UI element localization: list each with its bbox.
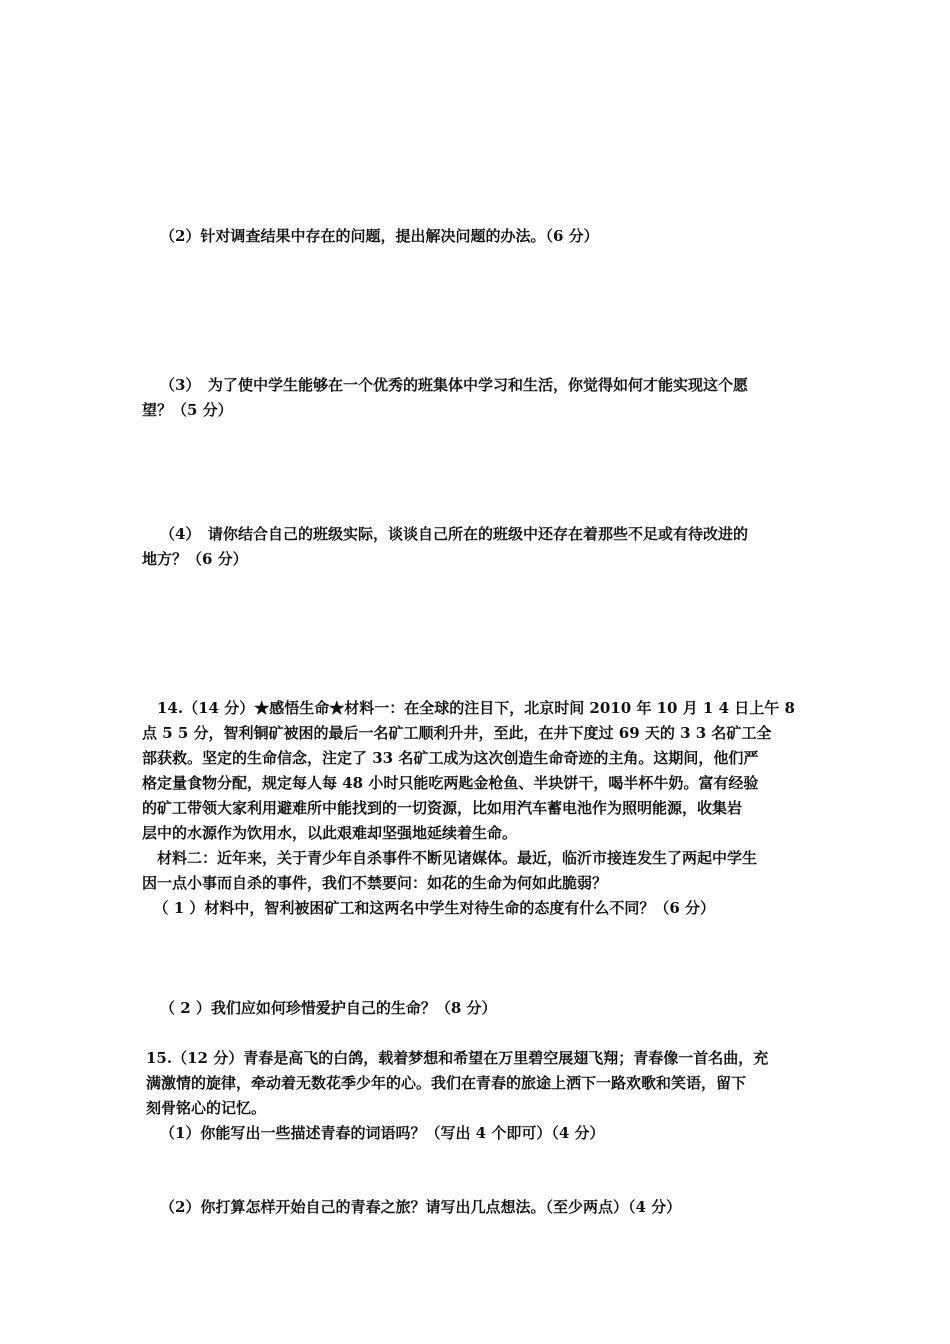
- q13-sub4-line2: 地方？（6 分）: [142, 550, 248, 568]
- q14-m1-line6: 层中的水源作为饮用水，以此艰难却坚强地延续着生命。: [142, 824, 518, 842]
- q15-sub1: （1）你能写出一些描述青春的词语吗？（写出 4 个即可）（4 分）: [160, 1124, 605, 1142]
- q14-m2-line2: 因一点小事而自杀的事件，我们不禁要问：如花的生命为何如此脆弱？: [142, 874, 608, 892]
- q15-stem-line2: 满激情的旋律，牵动着无数花季少年的心。我们在青春的旅途上洒下一路欢歌和笑语，留下: [146, 1074, 747, 1092]
- q15-stem: [146, 1046, 818, 1121]
- q13-sub4: [142, 522, 814, 572]
- q14-m1-line1: 14.（14 分）★感悟生命★材料一：在全球的注目下，北京时间 2010 年 10 月 1 4 日上午 8: [142, 699, 795, 717]
- q14-m1-line5: 的矿工带领大家利用避难所中能找到的一切资源，比如用汽车蓄电池作为照明能源，收集岩: [142, 799, 743, 817]
- q14-material1: [142, 696, 814, 846]
- q13-sub4-line1: （4） 请你结合自己的班级实际，谈谈自己所在的班级中还存在着那些不足或有待改进的: [160, 525, 748, 543]
- q14-m1-line4: 格定量食物分配，规定每人每 48 小时只能吃两匙金枪鱼、半块饼干，喝半杯牛奶。富有经验: [142, 774, 759, 792]
- q14-material2: [142, 846, 814, 896]
- q13-sub3: [142, 373, 814, 423]
- q15-stem-line3: 刻骨铭心的记忆。: [146, 1099, 267, 1117]
- q15-stem-line1: 15.（12 分）青春是高飞的白鸽，载着梦想和希望在万里碧空展翅飞翔；青春像一首名曲，充: [146, 1049, 769, 1067]
- q13-sub3-line1: （3） 为了使中学生能够在一个优秀的班集体中学习和生活，你觉得如何才能实现这个愿: [160, 376, 748, 394]
- q14-sub2: （ 2 ）我们应如何珍惜爱护自己的生命？（8 分）: [160, 999, 497, 1017]
- q14-m1-line3: 部获救。坚定的生命信念，注定了 33 名矿工成为这次创造生命奇迹的主角。这期间，他们严: [142, 749, 759, 767]
- q15-sub2: （2）你打算怎样开始自己的青春之旅？请写出几点想法。（至少两点）（4 分）: [160, 1198, 682, 1216]
- q13-sub2: （2）针对调查结果中存在的问题，提出解决问题的办法。（6 分）: [160, 227, 599, 245]
- q14-m1-line2: 点 5 5 分，智利铜矿被困的最后一名矿工顺利升井，至此，在井下度过 69 天的 3 3 名矿工全: [142, 724, 772, 742]
- q14-sub1: （ 1 ）材料中，智利被困矿工和这两名中学生对待生命的态度有什么不同？（6 分）: [146, 899, 716, 917]
- q13-sub3-line2: 望？（5 分）: [142, 401, 233, 419]
- q14-m2-line1: 材料二：近年来，关于青少年自杀事件不断见诸媒体。最近，临沂市接连发生了两起中学生: [142, 849, 758, 867]
